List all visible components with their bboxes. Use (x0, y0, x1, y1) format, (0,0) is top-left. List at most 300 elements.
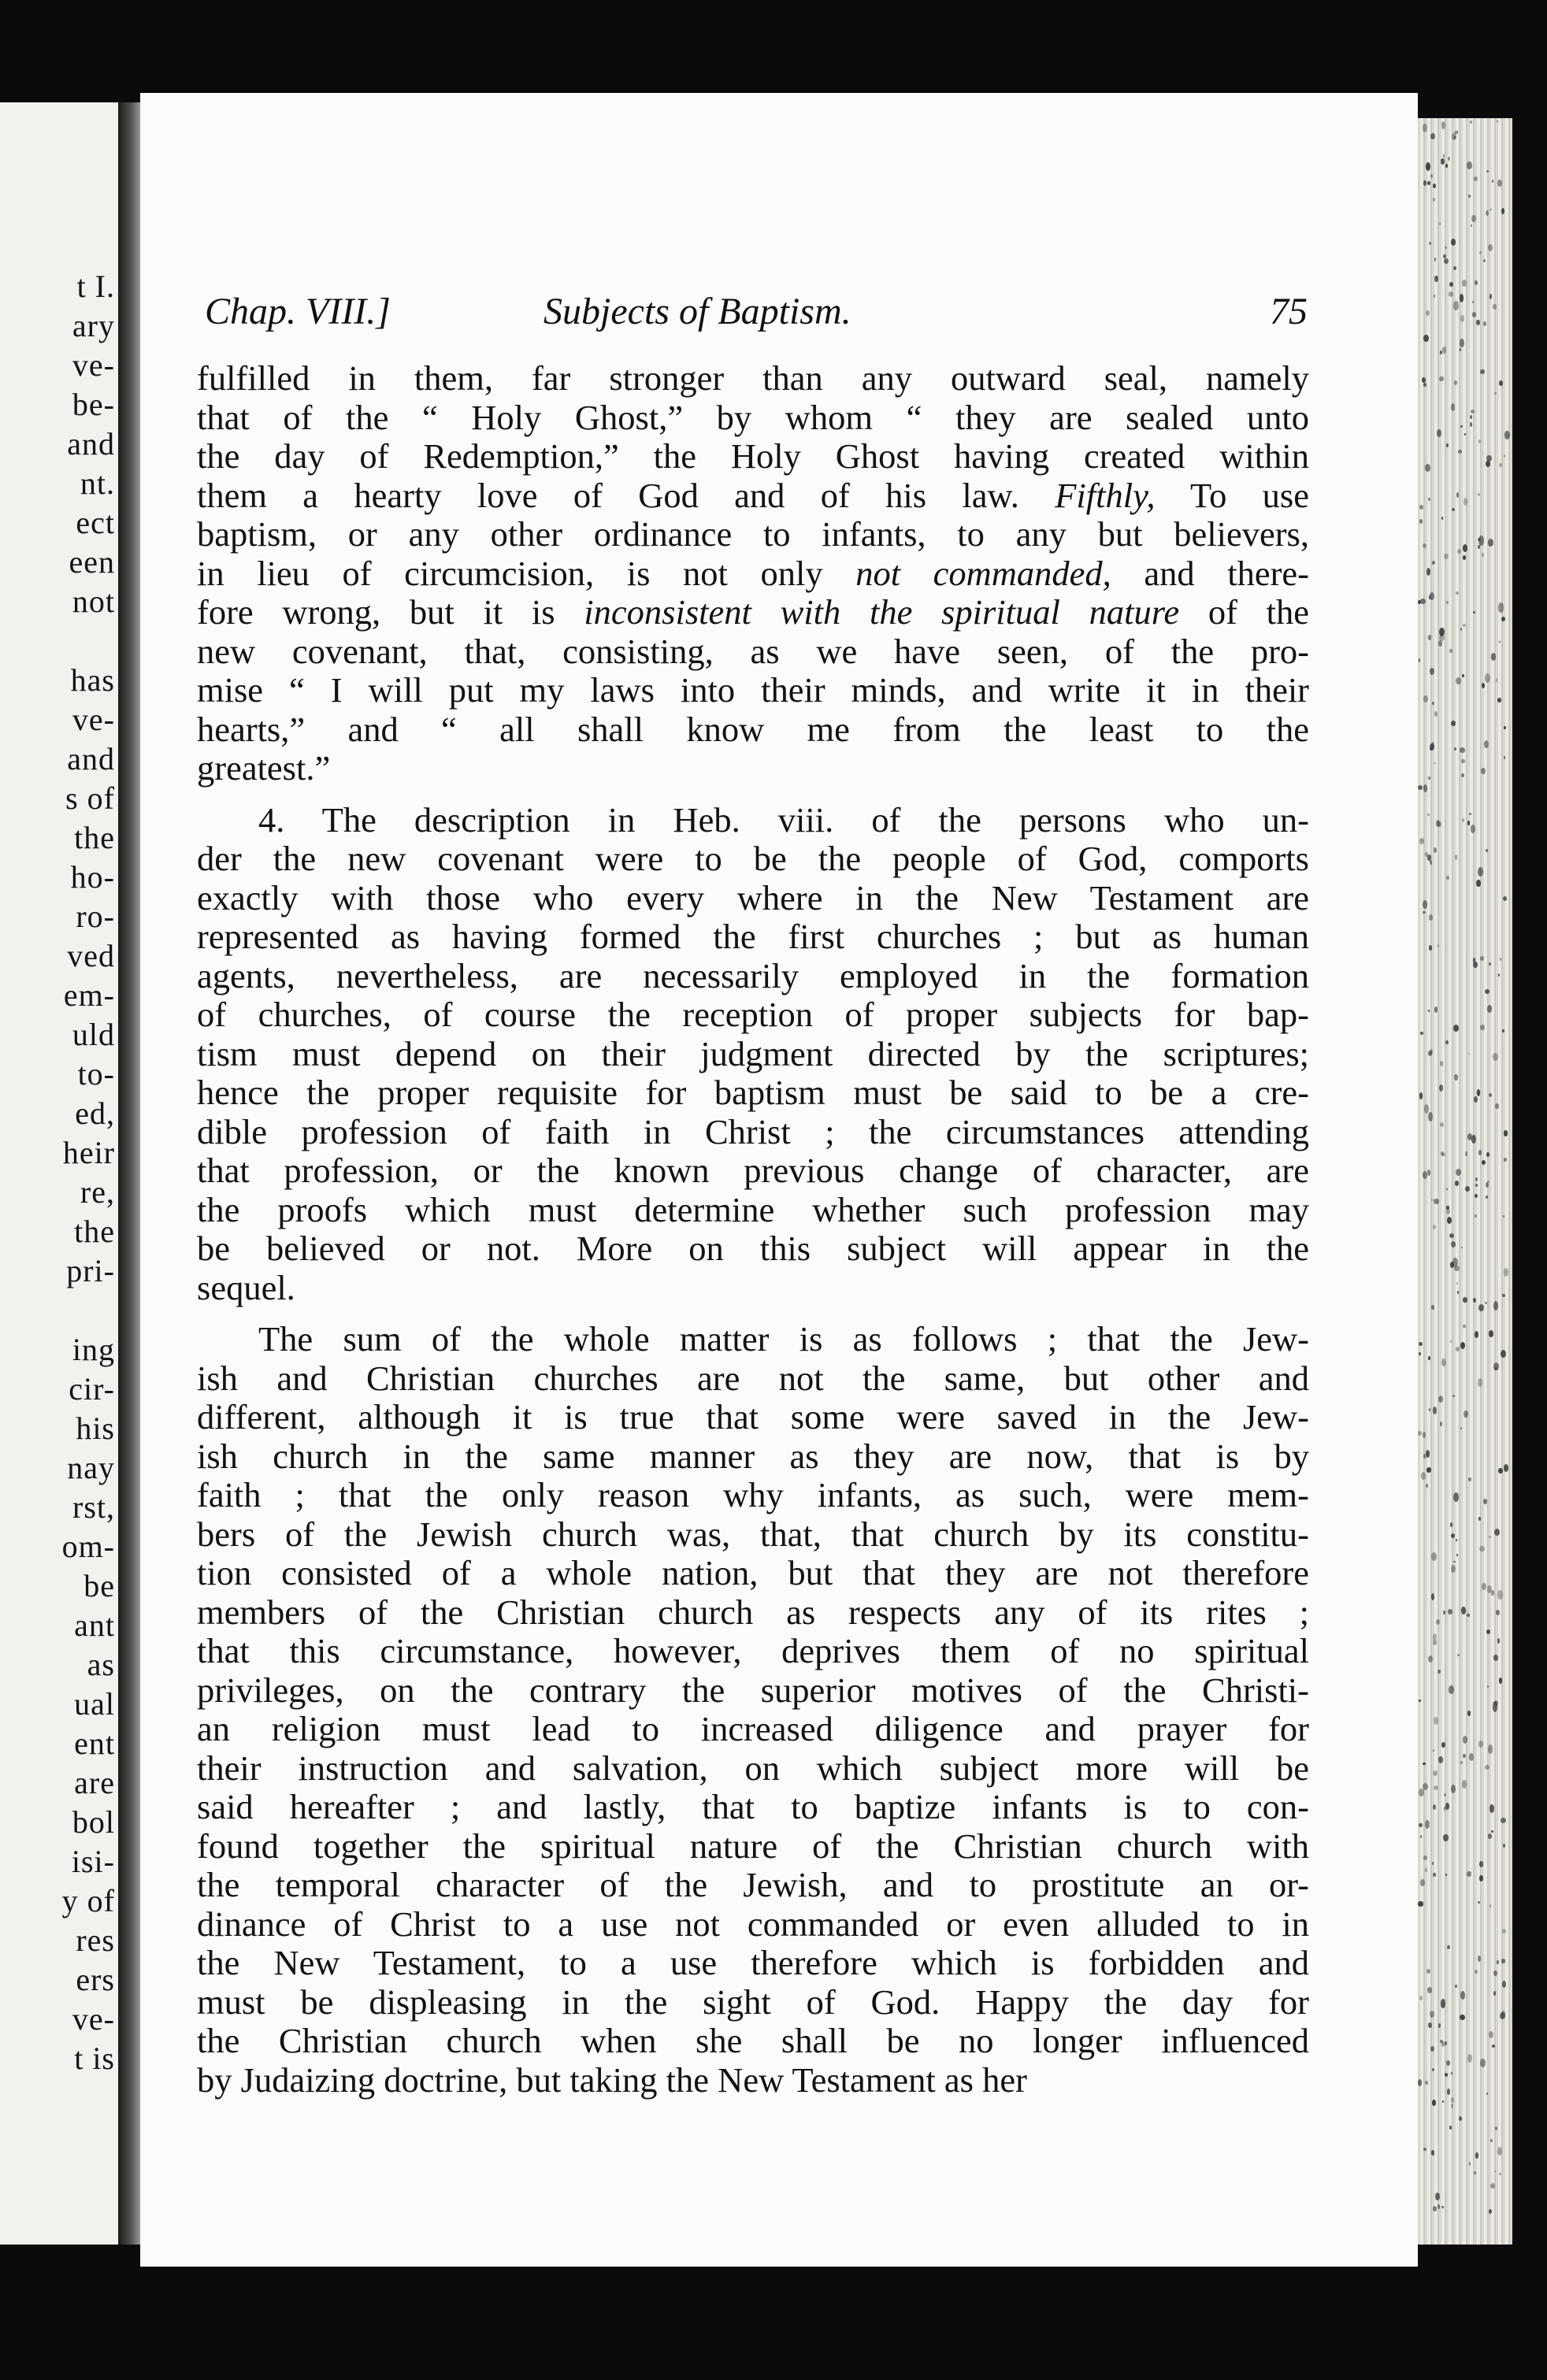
paper-speck (1493, 1053, 1498, 1061)
paper-speck (1460, 1991, 1465, 2000)
paper-speck (1471, 825, 1475, 833)
paper-speck (1463, 624, 1466, 627)
paper-speck (1489, 962, 1491, 966)
paper-speck (1428, 635, 1431, 640)
paper-speck (1501, 1818, 1506, 1823)
paper-speck (1503, 896, 1507, 901)
text-line: ish church in the same manner as they are now, that is by (197, 1436, 1309, 1476)
paper-speck (1478, 545, 1480, 550)
paper-speck (1441, 1359, 1446, 1366)
text-line: greatest.” (197, 748, 331, 788)
paper-speck (1504, 1268, 1509, 1277)
text-line: by Judaizing doctrine, but taking the New Testament as her (197, 2059, 1027, 2100)
paper-speck (1442, 2100, 1445, 2103)
paper-speck (1433, 1750, 1435, 1752)
paper-speck (1448, 1609, 1452, 1614)
paper-speck (1501, 1350, 1506, 1358)
paper-speck (1443, 1611, 1445, 1614)
text-line: dible profession of faith in Christ ; the circumstances attending (197, 1111, 1309, 1151)
paper-speck (1445, 247, 1447, 249)
paper-speck (1491, 653, 1497, 661)
paper-speck (1420, 1835, 1422, 1838)
facing-page-fragment: rst, (72, 1489, 115, 1525)
paper-speck (1499, 2173, 1501, 2175)
paper-speck (1440, 1422, 1442, 1426)
paper-speck (1501, 208, 1504, 214)
paper-speck (1447, 2089, 1450, 2094)
paper-speck (1423, 1763, 1425, 1766)
paper-speck (1451, 1565, 1456, 1573)
paper-speck (1488, 1833, 1492, 1839)
paper-speck (1434, 1717, 1438, 1725)
facing-page-fragment: ve- (72, 702, 115, 737)
paper-speck (1452, 1395, 1455, 1397)
paper-speck (1426, 1969, 1430, 1974)
paper-speck (1426, 310, 1429, 316)
paper-speck (1497, 698, 1501, 703)
paper-speck (1492, 180, 1494, 184)
paper-speck (1457, 1654, 1460, 1656)
paper-speck (1456, 1282, 1458, 1285)
paper-speck (1428, 1356, 1430, 1360)
paper-speck (1451, 403, 1456, 411)
paper-speck (1479, 1546, 1485, 1551)
paper-speck (1461, 773, 1464, 777)
paper-speck (1451, 2104, 1453, 2108)
paper-speck (1486, 1152, 1489, 1158)
paper-speck (1449, 1685, 1453, 1694)
text-line: faith ; that the only reason why infants, as such, were mem- (197, 1475, 1309, 1514)
paper-speck (1498, 602, 1504, 612)
paper-speck (1460, 1427, 1463, 1429)
paper-speck (1434, 762, 1435, 765)
paper-speck (1447, 1945, 1450, 1950)
facing-page-fragment: and (67, 426, 115, 462)
paper-speck (1443, 1834, 1448, 1841)
paper-speck (1446, 1188, 1448, 1190)
text-line: agents, nevertheless, are necessarily employed in the formation (197, 955, 1309, 995)
paper-speck (1475, 1214, 1477, 1218)
paper-speck (1438, 944, 1440, 947)
paper-speck (1441, 121, 1446, 129)
paper-speck (1493, 1970, 1497, 1977)
paper-speck (1423, 335, 1428, 342)
paper-speck (1442, 347, 1446, 354)
paper-speck (1483, 1499, 1487, 1504)
paper-speck (1423, 2148, 1426, 2151)
paper-speck (1460, 425, 1463, 428)
paper-speck (1488, 1744, 1493, 1754)
paper-speck (1457, 549, 1461, 554)
paper-speck (1423, 784, 1427, 791)
paper-speck (1489, 1330, 1493, 1337)
paper-speck (1489, 2209, 1492, 2214)
paper-speck (1449, 2126, 1452, 2129)
paper-speck (1419, 1789, 1424, 1796)
paper-speck (1473, 611, 1475, 614)
paper-speck (1443, 154, 1445, 158)
paper-speck (1460, 1761, 1463, 1765)
paper-speck (1432, 2100, 1436, 2106)
paper-speck (1453, 301, 1459, 310)
paper-speck (1426, 1484, 1428, 1488)
paper-speck (1438, 1670, 1440, 1674)
paper-speck (1497, 2147, 1502, 2156)
paper-speck (1463, 555, 1465, 560)
paper-speck (1429, 914, 1433, 920)
paper-speck (1433, 1770, 1438, 1776)
paper-speck (1469, 1753, 1475, 1761)
paper-speck (1433, 184, 1436, 188)
paper-speck (1460, 747, 1465, 753)
paper-speck (1426, 1450, 1430, 1458)
paper-speck (1475, 1177, 1478, 1181)
paper-speck (1470, 120, 1472, 124)
text-line: an religion must lead to increased diligence and prayer for (197, 1709, 1309, 1748)
text-line: the Christian church when she shall be no longer influenced (197, 2021, 1309, 2060)
paper-speck (1503, 1215, 1504, 1217)
paper-speck (1459, 2116, 1462, 2121)
facing-page-fragment: nay (67, 1450, 115, 1485)
paper-speck (1446, 443, 1449, 447)
text-line: of churches, of course the reception of proper subjects for bap- (197, 995, 1309, 1034)
paper-speck (1437, 429, 1441, 437)
paper-speck (1474, 1096, 1478, 1103)
paper-speck (1445, 164, 1448, 168)
paper-speck (1456, 1554, 1458, 1556)
text-line: must be displeasing in the sight of God. Happy the day for (197, 1981, 1309, 2022)
paper-speck (1431, 2150, 1434, 2156)
book-gutter (118, 102, 140, 2245)
text-line: that this circumstance, however, deprives them of no spiritual (197, 1631, 1309, 1670)
paper-speck (1439, 1084, 1443, 1092)
paper-speck (1423, 124, 1428, 132)
text-line: hearts,” and “ all shall know me from the least to the (197, 709, 1309, 749)
paper-speck (1481, 768, 1486, 774)
text-line: tion consisted of a whole nation, but that they are not therefore (197, 1553, 1309, 1592)
paper-speck (1467, 1871, 1471, 1877)
facing-page-fragment: has (70, 662, 115, 698)
text-line: The sum of the whole matter is as follows ; that the Jew- (258, 1319, 1309, 1359)
paper-speck (1473, 962, 1478, 968)
body-text (197, 359, 1309, 2100)
paper-speck (1423, 911, 1426, 914)
paper-speck (1452, 508, 1456, 512)
paragraph (197, 359, 1309, 788)
paper-speck (1430, 2046, 1434, 2052)
paper-speck (1430, 1049, 1433, 1055)
text-line: different, although it is true that some were saved in the Jew- (197, 1397, 1309, 1437)
text-line: that of the “ Holy Ghost,” by whom “ they are sealed unto (197, 397, 1309, 437)
text-line: represented as having formed the first churches ; but as human (197, 917, 1309, 956)
paper-speck (1488, 244, 1493, 251)
paper-speck (1451, 1241, 1456, 1247)
paper-speck (1494, 1529, 1500, 1536)
paper-speck (1482, 683, 1485, 688)
paper-speck (1421, 1472, 1426, 1480)
text-line: said hereafter ; and lastly, that to baptize infants is to con- (197, 1787, 1309, 1826)
paper-speck (1450, 1522, 1452, 1526)
paper-speck (1433, 198, 1435, 202)
paper-speck (1497, 120, 1498, 123)
paper-speck (1485, 1302, 1487, 1305)
paper-speck (1468, 195, 1471, 198)
paper-speck (1460, 2015, 1465, 2021)
paper-speck (1467, 821, 1471, 825)
text-line: ish and Christian churches are not the same, but other and (197, 1358, 1309, 1398)
paper-speck (1503, 1844, 1506, 1848)
paper-speck (1433, 1407, 1437, 1414)
paper-speck (1419, 1700, 1420, 1702)
paper-speck (1475, 1970, 1478, 1974)
paper-speck (1500, 958, 1501, 961)
paper-speck (1478, 493, 1481, 496)
paper-speck (1490, 2183, 1496, 2189)
paper-speck (1489, 294, 1493, 299)
paper-speck (1496, 678, 1498, 682)
paper-speck (1430, 133, 1435, 139)
paper-speck (1495, 1103, 1499, 1109)
paper-speck (1504, 431, 1510, 439)
paper-speck (1499, 1677, 1503, 1683)
running-head (205, 290, 1308, 337)
paper-speck (1455, 1985, 1457, 1988)
facing-page-fragment: as (87, 1647, 115, 1682)
paper-speck (1486, 849, 1488, 852)
paper-speck (1418, 600, 1420, 604)
paper-speck (1502, 1981, 1506, 1987)
paper-speck (1441, 1999, 1445, 2008)
paper-speck (1500, 2012, 1504, 2019)
paper-speck (1498, 1468, 1503, 1474)
paper-speck (1478, 1741, 1483, 1747)
paper-speck (1489, 1093, 1492, 1097)
paper-speck (1438, 640, 1442, 647)
paper-speck (1478, 1150, 1482, 1155)
paper-speck (1486, 1196, 1488, 1199)
paper-speck (1480, 2059, 1485, 2067)
paper-speck (1432, 561, 1435, 565)
paper-speck (1446, 601, 1449, 603)
paper-speck (1434, 258, 1437, 261)
paper-speck (1448, 157, 1450, 161)
paper-speck (1485, 673, 1490, 683)
paper-speck (1446, 2060, 1450, 2066)
paper-speck (1449, 282, 1453, 287)
facing-page-fragment: to- (77, 1056, 115, 1092)
paper-speck (1425, 464, 1430, 472)
paper-speck (1504, 1464, 1509, 1472)
paper-speck (1471, 410, 1475, 413)
paper-speck (1454, 1074, 1457, 1081)
paper-speck (1447, 1217, 1452, 1224)
paper-speck (1471, 215, 1476, 223)
paper-speck (1435, 2193, 1440, 2200)
paper-speck (1441, 517, 1444, 520)
facing-page-fragment: be (83, 1568, 115, 1603)
facing-page-fragment: res (76, 1922, 115, 1958)
section-title: Subjects of Baptism. (543, 291, 851, 332)
paper-speck (1418, 785, 1423, 791)
paper-speck (1467, 161, 1471, 169)
paper-speck (1434, 1199, 1439, 1205)
paper-speck (1492, 2045, 1495, 2048)
text-line: the temporal character of the Jewish, and to prostitute an or- (197, 1865, 1309, 1904)
paper-speck (1434, 276, 1438, 282)
paper-speck (1441, 1151, 1444, 1156)
paper-speck (1504, 756, 1505, 759)
facing-page-fragment: ant (74, 1607, 115, 1643)
paper-speck (1489, 1536, 1491, 1538)
paper-speck (1463, 1325, 1466, 1328)
paper-speck (1440, 1061, 1443, 1066)
paper-speck (1428, 498, 1430, 501)
paper-speck (1483, 321, 1486, 327)
paper-speck (1476, 320, 1479, 325)
paper-speck (1431, 1552, 1437, 1562)
paper-speck (1438, 2204, 1440, 2208)
italic-phrase: not commanded, (855, 553, 1111, 593)
paper-speck (1433, 1873, 1436, 1876)
paper-speck (1456, 1539, 1457, 1541)
paper-speck (1436, 1619, 1440, 1625)
paper-speck (1418, 1901, 1423, 1907)
paper-speck (1478, 1956, 1481, 1961)
paper-speck (1453, 266, 1456, 270)
paper-speck (1451, 239, 1456, 246)
paper-speck (1425, 1820, 1430, 1829)
facing-page-fragment: y of (61, 1883, 115, 1918)
text-line: bers of the Jewish church was, that, that church by its constitu- (197, 1514, 1309, 1554)
paper-speck (1441, 1742, 1446, 1747)
paper-speck (1427, 1987, 1432, 1993)
text-line: them a hearty love of God and of his law. Fifthly, To use (197, 475, 1309, 515)
paper-speck (1463, 544, 1467, 552)
paper-speck (1502, 1929, 1506, 1933)
paper-speck (1464, 1411, 1468, 1418)
paper-speck (1425, 1868, 1427, 1872)
paper-speck (1419, 1092, 1423, 1099)
text-line: mise “ I will put my laws into their minds, and write it in their (197, 670, 1309, 710)
paper-speck (1434, 711, 1438, 717)
paper-speck (1482, 1160, 1486, 1165)
paper-speck (1432, 2068, 1435, 2072)
facing-page-fragment: uld (72, 1017, 115, 1052)
paper-speck (1434, 295, 1435, 298)
paper-speck (1488, 539, 1493, 547)
paper-speck (1427, 814, 1430, 817)
text-line: exactly with those who every where in the New Testament are (197, 877, 1309, 918)
paper-speck (1444, 554, 1449, 560)
paper-speck (1478, 1517, 1481, 1521)
facing-page-fragment: heir (62, 1135, 115, 1170)
paragraph (197, 801, 1309, 1308)
paper-speck (1433, 1640, 1437, 1645)
paper-speck (1480, 369, 1485, 374)
paper-speck (1460, 1342, 1465, 1348)
paper-speck (1419, 1996, 1423, 2000)
paper-speck (1495, 2126, 1497, 2130)
paper-speck (1430, 743, 1434, 751)
facing-page-fragment: bol (72, 1804, 115, 1840)
paper-speck (1451, 1533, 1455, 1538)
paper-speck (1469, 813, 1471, 815)
text-line: the New Testament, to a use therefore which is forbidden and (197, 1943, 1309, 1982)
paper-speck (1467, 2054, 1472, 2063)
facing-page-fragment: ve- (72, 2001, 115, 2037)
paper-speck (1502, 1029, 1505, 1032)
paper-speck (1478, 1378, 1482, 1387)
italic-phrase: Fifthly, (1055, 475, 1156, 515)
paper-speck (1449, 1233, 1454, 1238)
paper-speck (1467, 1711, 1471, 1715)
paper-speck (1420, 1879, 1425, 1886)
paper-speck (1493, 1362, 1499, 1370)
paper-speck (1433, 1633, 1437, 1640)
text-line: fore wrong, but it is inconsistent with the spiritual nature of the (197, 592, 1309, 632)
paper-speck (1423, 1432, 1426, 1438)
paper-speck (1456, 1347, 1460, 1351)
paper-speck (1474, 176, 1478, 182)
facing-page-fragment: are (74, 1765, 115, 1800)
page-stack-edge (1418, 118, 1512, 2245)
paper-speck (1428, 1010, 1430, 1012)
text-line: the proofs which must determine whether such profession may (197, 1189, 1309, 1229)
paper-speck (1480, 956, 1484, 961)
paper-speck (1432, 702, 1434, 704)
paper-speck (1449, 649, 1452, 652)
paper-speck (1485, 989, 1489, 994)
paper-speck (1432, 1862, 1434, 1865)
paper-speck (1504, 1130, 1508, 1136)
facing-page-fragment: and (67, 741, 115, 777)
paper-speck (1451, 2097, 1454, 2103)
facing-page-fragment: isi- (71, 1844, 115, 1879)
paper-speck (1423, 1783, 1428, 1790)
paper-speck (1431, 1593, 1434, 1600)
facing-page-fragment: ve- (72, 347, 115, 383)
text-line: dinance of Christ to a use not commanded or even alluded to in (197, 1904, 1309, 1944)
paper-speck (1456, 591, 1459, 595)
paper-speck (1451, 1785, 1456, 1794)
paper-speck (1478, 536, 1484, 546)
paper-speck (1446, 1209, 1451, 1214)
paper-speck (1418, 1431, 1421, 1436)
paper-speck (1497, 1638, 1501, 1644)
text-line: new covenant, that, consisting, as we have seen, of the pro- (197, 631, 1309, 671)
text-line: tism must depend on their judgment directed by the scriptures; (197, 1033, 1309, 1073)
paper-speck (1441, 158, 1445, 165)
paper-speck (1480, 1025, 1485, 1030)
paper-speck (1419, 1342, 1423, 1347)
paper-speck (1450, 1340, 1452, 1343)
text-line: the day of Redemption,” the Holy Ghost having created within (197, 436, 1309, 476)
paper-speck (1497, 1960, 1499, 1963)
paper-speck (1445, 2073, 1448, 2077)
paper-speck (1453, 1025, 1459, 1032)
facing-page-fragment: een (69, 544, 115, 580)
paper-speck (1426, 1467, 1432, 1473)
paper-speck (1456, 677, 1460, 684)
facing-page-fragment: ved (67, 938, 115, 973)
paper-speck (1434, 1006, 1438, 1013)
paper-speck (1463, 1754, 1465, 1758)
paper-speck (1485, 1765, 1489, 1770)
paper-speck (1479, 251, 1482, 254)
paper-speck (1467, 1614, 1470, 1618)
paper-speck (1439, 376, 1444, 381)
paper-speck (1475, 1184, 1478, 1187)
